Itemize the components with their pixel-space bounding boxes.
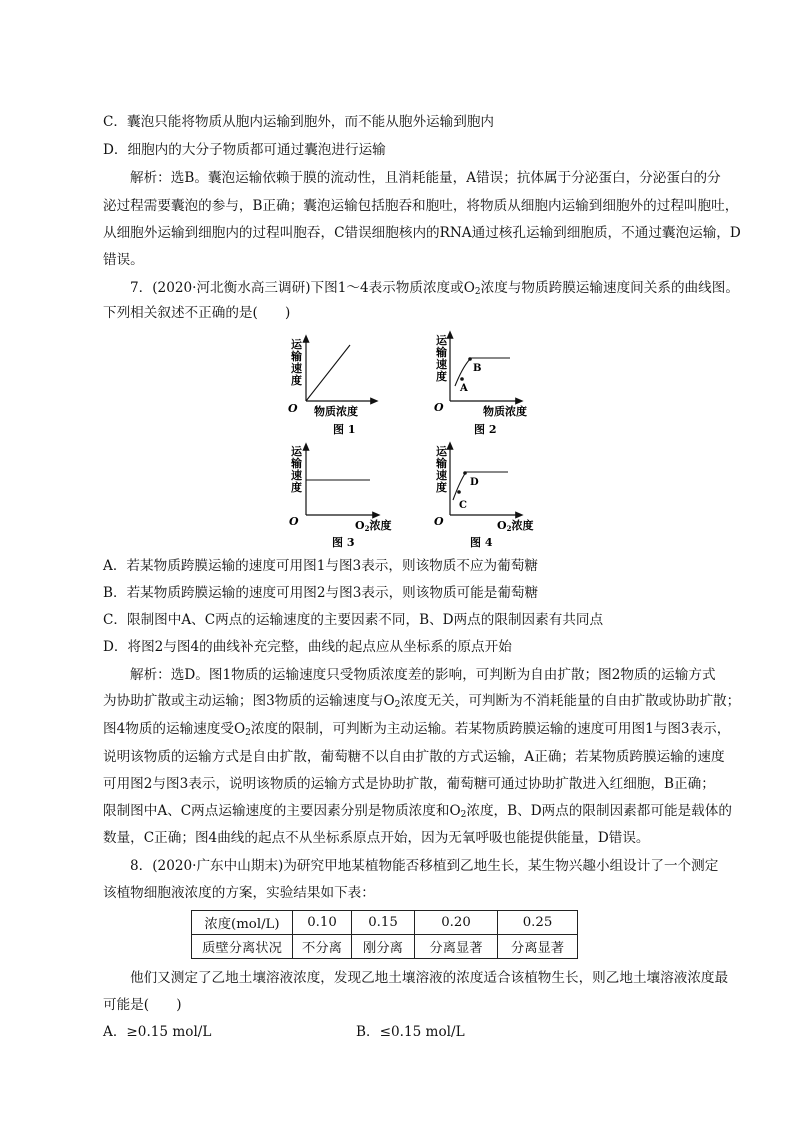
y-label-char: 度: [291, 374, 302, 387]
q7-option-c: C．限制图中A、C两点的运输速度的主要因素不同，B、D两点的限制因素有共同点: [103, 612, 604, 628]
table-row: [192, 935, 578, 959]
point-c: [457, 490, 461, 494]
q7-option-d: D．将图2与图4的曲线补充完整，曲线的起点应从坐标系的原点开始: [103, 639, 512, 655]
point-d: [463, 471, 467, 475]
y-label-char: 度: [436, 481, 447, 494]
point-d-label: D: [470, 477, 479, 488]
table-cell: 分离显著: [415, 935, 498, 959]
table-row: [192, 911, 578, 935]
q7-explanation-line: 可用图2与图3表示，说明该物质的运输方式是协助扩散，葡萄糖可通过协助扩散进入红细胞，B正确；: [103, 776, 715, 792]
curve-line: [306, 345, 350, 401]
x-axis-label: 物质浓度: [314, 405, 358, 418]
explanation-line: 泌过程需要囊泡的参与，B正确；囊泡运输包括胞吞和胞吐，将物质从细胞内运输到细胞外的过程叫胞吐，: [103, 198, 739, 214]
explanation-line: 解析：选B。囊泡运输依赖于膜的流动性，且消耗能量，A错误；抗体属于分泌蛋白，分泌蛋白的分: [130, 170, 721, 186]
x-axis-label: O2浓度: [497, 519, 534, 533]
y-label-char: 输: [436, 457, 447, 470]
table-cell: 刚分离: [352, 935, 415, 959]
q7-explanation-line: 限制图中A、C两点运输速度的主要因素分别是物质浓度和$O_2$浓度，B、D两点的限制因素都可能是载体的: [103, 803, 732, 820]
table-cell: 0.25: [498, 911, 578, 935]
q8-followup: 可能是( ): [103, 997, 182, 1013]
q7-explanation-line: 为协助扩散或主动运输；图3物质的运输速度与$O_2$浓度无关，可判断为不消耗能量的自由扩散或协助扩散；: [103, 693, 741, 710]
q8-stem: 该植物细胞液浓度的方案，实验结果如下表：: [103, 885, 375, 901]
origin-label: O: [288, 402, 298, 415]
curve-line: [453, 472, 508, 500]
q7-stem: 下列相关叙述不正确的是( ): [103, 305, 291, 321]
option-d: D．细胞内的大分子物质都可通过囊泡进行运输: [103, 142, 386, 158]
origin-label: O: [434, 515, 444, 528]
figure-caption: 图 2: [474, 423, 497, 436]
table-cell: 浓度(mol/L): [192, 911, 293, 935]
x-axis-label: 物质浓度: [483, 405, 527, 418]
figure-caption: 图 3: [332, 536, 355, 549]
figure-caption: 图 4: [470, 536, 493, 549]
y-label-char: 速: [436, 358, 447, 371]
table-cell: 0.10: [293, 911, 352, 935]
q7-stem: 7．(2020·河北衡水高三调研)下图1～4表示物质浓度或$O_2$浓度与物质跨膜运输速度间关系的曲线图。: [130, 280, 739, 297]
origin-label: O: [434, 401, 444, 414]
graph-2: [434, 333, 527, 436]
q7-explanation-line: 说明该物质的运输方式是自由扩散，葡萄糖不以自由扩散的方式运输，A正确；若某物质跨膜运输的速度: [103, 749, 725, 765]
q8-followup: 他们又测定了乙地土壤溶液浓度，发现乙地土壤溶液的浓度适合该植物生长，则乙地土壤溶液浓度最: [130, 970, 729, 986]
y-label-char: 输: [436, 346, 447, 359]
table-cell: 不分离: [293, 935, 352, 959]
q7-explanation-line: 解析：选D。图1物质的运输速度只受物质浓度差的影响，可判断为自由扩散；图2物质的运输方式: [130, 667, 716, 683]
table-cell: 分离显著: [498, 935, 578, 959]
graph-1: [288, 337, 375, 436]
option-c: C．囊泡只能将物质从胞内运输到胞外，而不能从胞外运输到胞内: [103, 114, 495, 130]
table-cell: 0.20: [415, 911, 498, 935]
graph-4: [434, 444, 533, 549]
origin-label: O: [289, 515, 299, 528]
q7-option-b: B．若某物质跨膜运输的速度可用图2与图3表示，则该物质可能是葡萄糖: [103, 585, 539, 601]
point-a-label: A: [460, 383, 468, 394]
point-b: [468, 357, 472, 361]
y-label-char: 输: [291, 350, 302, 363]
y-label-char: 运: [436, 334, 447, 347]
explanation-line: 错误。: [103, 252, 144, 268]
q8-option-a: A．≥0.15 mol/L: [103, 1024, 212, 1040]
y-label-char: 运: [291, 445, 302, 458]
y-label-char: 运: [291, 338, 302, 351]
point-c-label: C: [459, 500, 467, 511]
y-label-char: 速: [291, 362, 302, 375]
q8-stem: 8．(2020·广东中山期末)为研究甲地某植物能否移植到乙地生长，某生物兴趣小组设计了一个测定: [130, 858, 719, 874]
table-cell: 0.15: [352, 911, 415, 935]
q7-option-a: A．若某物质跨膜运输的速度可用图1与图3表示，则该物质不应为葡萄糖: [103, 558, 538, 574]
y-label-char: 速: [436, 469, 447, 482]
y-label-char: 度: [436, 370, 447, 383]
y-label-char: 速: [291, 469, 302, 482]
q8-option-b: B．≤0.15 mol/L: [356, 1024, 465, 1040]
point-a: [460, 377, 464, 381]
point-b-label: B: [473, 363, 482, 374]
curve-line: [455, 358, 510, 386]
y-label-char: 度: [291, 481, 302, 494]
figure-caption: 图 1: [333, 423, 356, 436]
x-axis-label: O2浓度: [355, 519, 392, 533]
results-table: [191, 910, 578, 959]
q7-explanation-line: 图4物质的运输速度受$O_2$浓度的限制，可判断为主动运输。若某物质跨膜运输的速度可用图1与图3表示，: [103, 721, 731, 738]
explanation-line: 从细胞外运输到细胞内的过程叫胞吞，C错误细胞核内的RNA通过核孔运输到细胞质，不通过囊泡运输，D: [103, 225, 741, 241]
table-cell: 质壁分离状况: [192, 935, 293, 959]
q7-explanation-line: 数量，C正确；图4曲线的起点不从坐标系原点开始，因为无氧呼吸也能提供能量，D错误。: [103, 830, 650, 846]
y-label-char: 运: [436, 445, 447, 458]
graph-3: [289, 444, 391, 549]
y-label-char: 输: [291, 457, 302, 470]
